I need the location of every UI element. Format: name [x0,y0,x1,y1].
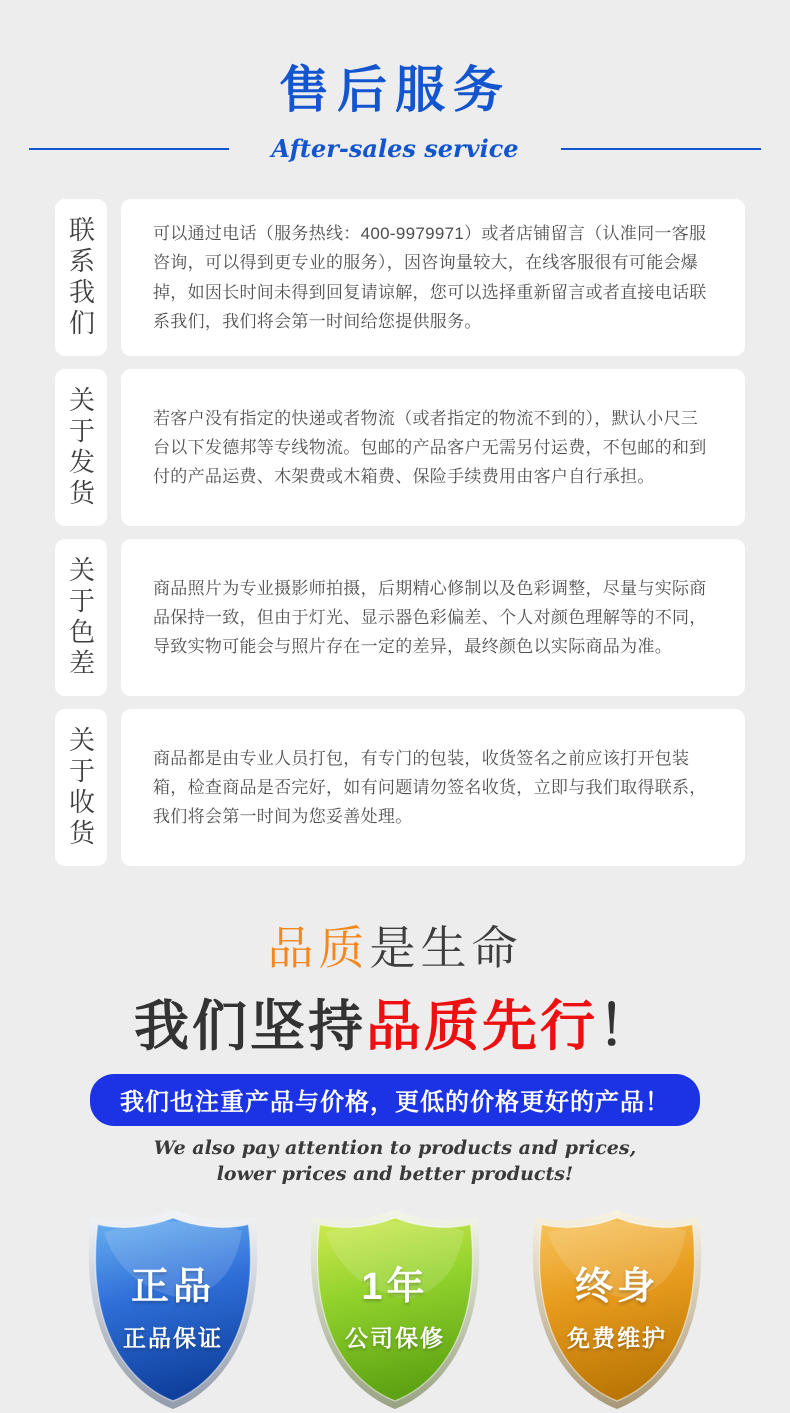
section-body-color-difference [121,539,745,696]
section-label-contact-us: 联系我们 [55,199,107,356]
section-text-shipping: 若客户没有指定的快递或者物流（或者指定的物流不到的），默认小尺三台以下发德邦等专线物流。包邮的产品客户无需另付运费，不包邮的和到付的产品运费、木架费或木箱费、保险手续费用由客户自行承担。 [153,408,707,487]
page-title: 售后服务 [279,62,511,118]
section-receiving [55,709,745,866]
badge-lifetime-maintenance [522,1203,712,1413]
quality-headline-1-highlight: 品质 [267,922,370,974]
badge-warranty-text [300,1203,490,1413]
section-body-receiving [121,709,745,866]
page-subtitle: After-sales service [271,134,519,163]
quality-promise-block [0,912,790,1187]
section-body-contact-us [121,199,745,356]
quality-headline-2-prefix: 我们坚持 [133,995,366,1057]
english-tagline [0,1136,790,1187]
guarantee-badges [0,1203,790,1413]
badge-warranty-title: 1年 [361,1266,429,1309]
section-body-shipping [121,369,745,526]
quality-headline-1-rest: 是生命 [369,922,523,974]
quality-headline-1 [0,912,790,978]
section-text-color-difference: 商品照片为专业摄影师拍摄，后期精心修制以及色彩调整，尽量与实际商品保持一致，但由于灯光、显示器色彩偏差、个人对颜色理解等的不同，导致实物可能会与照片存在一定的差异，最终颜色以实际商品为准。 [153,578,707,657]
badge-genuine-text [78,1203,268,1413]
section-text-receiving: 商品都是由专业人员打包，有专门的包装，收货签名之前应该打开包装箱，检查商品是否完好，如有问题请勿签名收货，立即与我们取得联系，我们将会第一时间为您妥善处理。 [153,748,707,827]
badge-lifetime-title: 终身 [574,1266,659,1309]
quality-headline-2-highlight: 品质先行 [365,995,598,1057]
quality-headline-2-suffix: ！ [598,995,657,1057]
section-text-contact-us: 可以通过电话（服务热线：400-9979971）或者店铺留言（认准同一客服咨询，可以得到更专业的服务），因咨询量较大，在线客服很有可能会爆掉，如因长时间未得到回复请谅解，您可以选择重新留言或者直接电话联系我们，我们将会第一时间给您提供服务。 [153,224,707,331]
section-label-receiving: 关于收货 [55,709,107,866]
after-sales-header [0,0,790,163]
section-label-shipping: 关于发货 [55,369,107,526]
badge-genuine-product [78,1203,268,1413]
badge-lifetime-subtitle: 免费维护 [567,1325,667,1352]
section-color-difference [55,539,745,696]
quality-headline-2 [0,982,790,1061]
header-line-right [561,148,761,150]
english-tagline-line-2: lower prices and better products! [216,1162,574,1185]
service-sections [0,199,790,866]
header-line-left [29,148,229,150]
badge-genuine-title: 正品 [130,1266,215,1309]
badge-lifetime-text [522,1203,712,1413]
badge-genuine-subtitle: 正品保证 [123,1325,223,1352]
badge-warranty-subtitle: 公司保修 [345,1325,445,1352]
section-label-color-difference: 关于色差 [55,539,107,696]
section-shipping [55,369,745,526]
section-contact-us [55,199,745,356]
price-promise-banner: 我们也注重产品与价格，更低的价格更好的产品！ [90,1074,700,1126]
badge-one-year-warranty [300,1203,490,1413]
english-tagline-line-1: We also pay attention to products and prices, [153,1137,637,1159]
header-subtitle-row [0,134,790,163]
